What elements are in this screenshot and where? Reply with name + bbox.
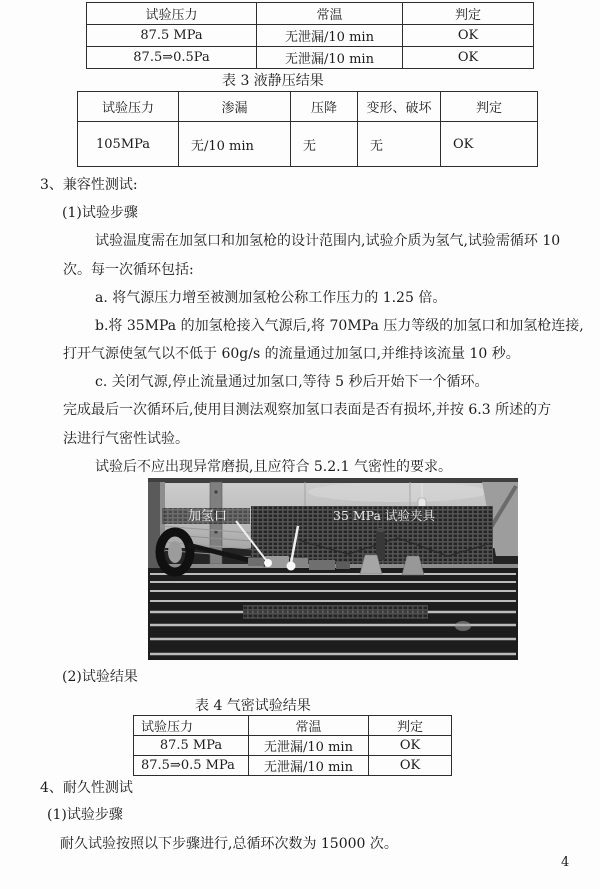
paragraph-line: 试验后不应出现异常磨损,且应符合 5.2.1 气密性的要求。 [95,459,452,475]
cell: 无泄漏/10 min [249,736,369,756]
section4-heading: 4、耐久性测试 [40,780,133,796]
paragraph-line: 试验温度需在加氢口和加氢枪的设计范围内,试验介质为氢气,试验需循环 10 [95,233,561,249]
paragraph-line: 次。每一次循环包括: [63,262,194,278]
callout-dot [287,562,296,571]
cell: 87.5⇒0.5 MPa [134,756,249,776]
table-row [87,47,534,69]
header-cell: 常温 [249,716,369,736]
cell: 无泄漏/10 min [257,25,403,47]
table-row [134,756,452,776]
table-header-row [87,3,534,25]
cell: OK [403,47,534,69]
table-row [78,122,538,167]
step-c-line: c. 关闭气源,停止流量通过加氢口,等待 5 秒后开始下一个循环。 [95,374,489,390]
header-cell: 压降 [291,92,358,122]
cell: OK [369,756,452,776]
header-cell: 判定 [441,92,538,122]
section3-sub1: (1)试验步骤 [62,205,138,221]
cell: 87.5⇒0.5Pa [87,47,257,69]
airtight-results-table [133,715,452,776]
table-row [134,736,452,756]
airtight-results-table-top [86,2,534,69]
paragraph-line: 法进行气密性试验。 [63,431,189,447]
step-b-line: b.将 35MPa 的加氢枪接入气源后,将 70MPa 压力等级的加氢口和加氢枪连接, [95,318,584,334]
table-header-row [78,92,538,122]
paragraph-line: 完成最后一次循环后,使用目测法观察加氢口表面是否有损坏,并按 6.3 所述的方 [63,402,552,418]
cell: 无泄漏/10 min [249,756,369,776]
cell: OK [403,25,534,47]
header-cell: 渗漏 [179,92,291,122]
cell: 87.5 MPa [134,736,249,756]
hydrostatic-results-table [77,91,538,167]
header-cell: 判定 [403,3,534,25]
cell: 无 [291,122,358,167]
section3-heading: 3、兼容性测试: [40,177,138,193]
table-row [87,25,534,47]
cell: OK [441,122,538,167]
cell: 无 [358,122,441,167]
step-b-line2: 打开气源使氢气以不低于 60g/s 的流量通过加氢口,并维持该流量 10 秒。 [63,346,520,362]
cell: 无/10 min [179,122,291,167]
photo-label-fixture: 35 MPa 试验夹具 [333,508,435,523]
header-cell: 变形、破坏 [358,92,441,122]
test-chamber-photo [148,478,518,660]
paragraph-line: 耐久试验按照以下步骤进行,总循环次数为 15000 次。 [60,836,398,852]
photo-label-receptacle: 加氢口 [188,509,228,524]
header-cell: 试验压力 [78,92,179,122]
step-a-line: a. 将气源压力增至被测加氢枪公称工作压力的 1.25 倍。 [95,290,447,306]
table-header-row [134,716,452,736]
header-cell: 判定 [369,716,452,736]
cell: OK [369,736,452,756]
cell: 87.5 MPa [87,25,257,47]
header-cell: 常温 [257,3,403,25]
header-cell: 试验压力 [87,3,257,25]
table3-caption: 表 3 液静压结果 [222,73,324,89]
section3-sub2: (2)试验结果 [62,669,138,685]
cell: 无泄漏/10 min [257,47,403,69]
perforated-strip [243,605,428,619]
header-cell: 试验压力 [134,716,249,736]
table4-caption: 表 4 气密试验结果 [195,698,311,714]
section4-sub1: (1)试验步骤 [47,807,123,823]
callout-dot [264,559,272,567]
cell: 105MPa [78,122,179,167]
page-number: 4 [561,855,570,870]
